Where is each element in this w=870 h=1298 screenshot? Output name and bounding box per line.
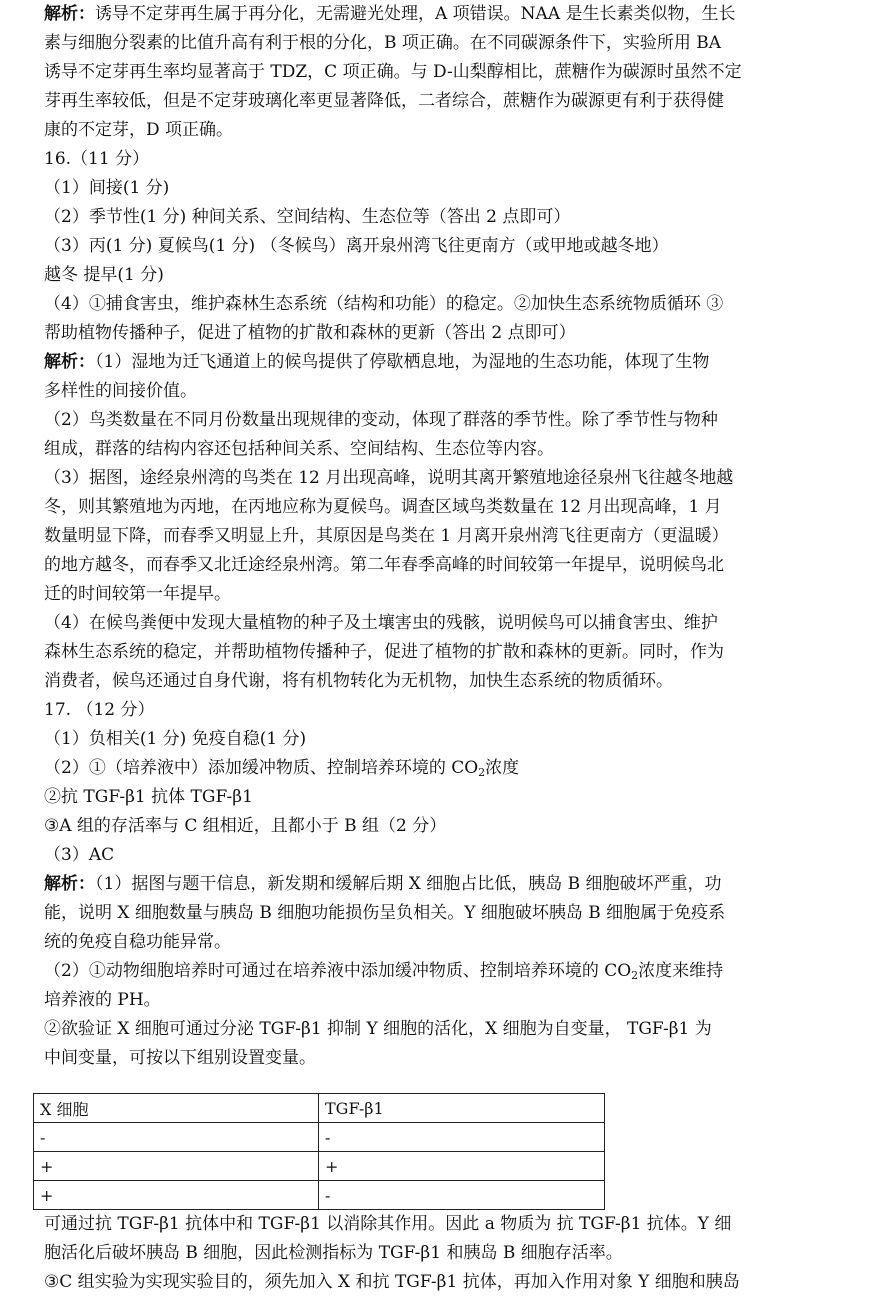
text-line [44, 612, 718, 634]
line-text: 越冬 提早(1 分) [44, 265, 164, 285]
text-line [44, 786, 253, 808]
text-line [44, 496, 722, 518]
line-text: （1）据图与题干信息，新发期和缓解后期 X 细胞占比低，胰岛 B 细胞破坏严重，功 [95, 874, 722, 894]
line-text: ②欲验证 X 细胞可通过分泌 TGF-β1 抑制 Y 细胞的活化，X 细胞为自变量， TGF-β1 为 [44, 1019, 712, 1039]
text-line [44, 902, 725, 924]
analysis-label: 解析： [44, 4, 95, 24]
table-row [34, 1152, 605, 1181]
text-line [44, 90, 724, 112]
line-text: 消费者，候鸟还通过自身代谢，将有机物转化为无机物，加快生态系统的物质循环。 [44, 671, 673, 691]
text-line [44, 467, 733, 489]
line-text: （3）据图，途经泉州湾的鸟类在 12 月出现高峰，说明其离开繁殖地途径泉州飞往越冬地越 [44, 468, 734, 488]
subscript: 2 [478, 766, 486, 779]
line-text: 统的免疫自稳功能异常。 [44, 932, 231, 952]
analysis-label: 解析： [44, 352, 95, 372]
text-line [44, 206, 570, 228]
line-text: 康的不定芽，D 项正确。 [44, 120, 234, 140]
text-line [44, 380, 197, 402]
text-line [44, 1242, 623, 1264]
table-header-cell: TGF-β1 [319, 1094, 605, 1123]
line-text: （2）季节性(1 分) 种间关系、空间结构、生态位等（答出 2 点即可） [44, 207, 571, 227]
line-text: 迁的时间较第一年提早。 [44, 584, 231, 604]
line-text-after: 浓度 [485, 758, 520, 778]
line-text: 多样性的间接价值。 [44, 381, 197, 401]
text-line [44, 61, 742, 83]
line-text: （4）在候鸟粪便中发现大量植物的种子及土壤害虫的残骸，说明候鸟可以捕食害虫、维护 [44, 613, 718, 633]
line-text: ②抗 TGF-β1 抗体 TGF-β1 [44, 787, 253, 807]
line-text: （2）鸟类数量在不同月份数量出现规律的变动，体现了群落的季节性。除了季节性与物种 [44, 410, 718, 430]
analysis-label: 解析： [44, 874, 95, 894]
line-text: 培养液的 PH。 [44, 990, 161, 1010]
line-text: （1）湿地为迁飞通道上的候鸟提供了停歇栖息地，为湿地的生态功能，体现了生物 [95, 352, 710, 372]
line-text: （1）间接(1 分) [44, 178, 170, 198]
line-text: 17. （12 分） [44, 700, 155, 720]
line-text: 冬，则其繁殖地为丙地，在丙地应称为夏候鸟。调查区域鸟类数量在 12 月出现高峰，1 月 [44, 497, 722, 517]
text-line [44, 148, 149, 170]
line-text: （3）丙(1 分) 夏候鸟(1 分) （冬候鸟）离开泉州湾飞往更南方（或甲地或越冬地） [44, 236, 669, 256]
text-line [44, 409, 718, 431]
text-line [44, 1047, 316, 1069]
table-header-row [34, 1094, 605, 1123]
line-text: 诱导不定芽再生属于再分化，无需避光处理，A 项错误。NAA 是生长素类似物，生长 [95, 4, 736, 24]
table-row [34, 1181, 605, 1210]
text-line [44, 844, 114, 866]
line-text: 的地方越冬，而春季又北迁途经泉州湾。第二年春季高峰的时间较第一年提早，说明候鸟北 [44, 555, 724, 575]
line-text: （3）AC [44, 845, 115, 865]
text-line [44, 728, 306, 750]
text-line [44, 119, 233, 141]
text-line [44, 322, 576, 344]
text-line [44, 815, 446, 837]
text-line [44, 1018, 712, 1040]
line-text: 可通过抗 TGF-β1 抗体中和 TGF-β1 以消除其作用。因此 a 物质为 抗 TGF-β1 抗体。Y 细 [44, 1214, 732, 1234]
text-line [44, 293, 723, 315]
table-cell: - [34, 1123, 319, 1152]
text-line [44, 989, 161, 1011]
line-text: 素与细胞分裂素的比值升高有利于根的分化，B 项正确。在不同碳源条件下，实验所用 BA [44, 33, 722, 53]
line-text: （1）负相关(1 分) 免疫自稳(1 分) [44, 729, 307, 749]
text-line [44, 757, 519, 784]
table-cell: + [319, 1152, 605, 1181]
table-cell: + [34, 1181, 319, 1210]
text-line [44, 235, 669, 257]
variable-table [33, 1093, 605, 1210]
table-cell: - [319, 1181, 605, 1210]
text-line [44, 1271, 740, 1293]
line-text: 中间变量，可按以下组别设置变量。 [44, 1048, 316, 1068]
table-row [34, 1123, 605, 1152]
line-text: ③A 组的存活率与 C 组相近，且都小于 B 组（2 分） [44, 816, 447, 836]
subscript: 2 [631, 969, 639, 982]
text-line [44, 3, 736, 25]
line-text: （2）①（培养液中）添加缓冲物质、控制培养环境的 CO [44, 758, 479, 778]
text-line [44, 554, 724, 576]
text-line [44, 641, 724, 663]
line-text: ③C 组实验为实现实验目的，须先加入 X 和抗 TGF-β1 抗体，再加入作用对象 Y 细胞和胰岛 [44, 1272, 740, 1292]
table-cell: + [34, 1152, 319, 1181]
text-line [44, 873, 722, 895]
text-line [44, 438, 554, 460]
text-line [44, 670, 673, 692]
line-text: 16.（11 分） [44, 149, 150, 169]
line-text: 组成，群落的结构内容还包括种间关系、空间结构、生态位等内容。 [44, 439, 554, 459]
text-line [44, 583, 231, 605]
table-header-cell: X 细胞 [34, 1094, 319, 1123]
text-line [44, 177, 169, 199]
text-line [44, 525, 729, 547]
line-text: 帮助植物传播种子，促进了植物的扩散和森林的更新（答出 2 点即可） [44, 323, 576, 343]
text-line [44, 960, 723, 987]
line-text: （4）①捕食害虫，维护森林生态系统（结构和功能）的稳定。②加快生态系统物质循环 ③ [44, 294, 724, 314]
text-line [44, 32, 721, 54]
line-text: 能，说明 X 细胞数量与胰岛 B 细胞功能损伤呈负相关。Y 细胞破坏胰岛 B 细胞属于免疫系 [44, 903, 726, 923]
text-line [44, 699, 154, 721]
line-text-after: 浓度来维持 [638, 961, 724, 981]
line-text: 诱导不定芽再生率均显著高于 TDZ，C 项正确。与 D-山梨醇相比，蔗糖作为碳源时虽然不定 [44, 62, 742, 82]
line-text: （2）①动物细胞培养时可通过在培养液中添加缓冲物质、控制培养环境的 CO [44, 961, 632, 981]
line-text: 胞活化后破坏胰岛 B 细胞，因此检测指标为 TGF-β1 和胰岛 B 细胞存活率。 [44, 1243, 623, 1263]
text-line [44, 1213, 731, 1235]
line-text: 数量明显下降，而春季又明显上升，其原因是鸟类在 1 月离开泉州湾飞往更南方（更温暖） [44, 526, 729, 546]
text-line [44, 264, 164, 286]
line-text: 芽再生率较低，但是不定芽玻璃化率更显著降低，二者综合，蔗糖作为碳源更有利于获得健 [44, 91, 724, 111]
line-text: 森林生态系统的稳定，并帮助植物传播种子，促进了植物的扩散和森林的更新。同时，作为 [44, 642, 724, 662]
text-line [44, 351, 709, 373]
text-line [44, 931, 231, 953]
table-cell: - [319, 1123, 605, 1152]
